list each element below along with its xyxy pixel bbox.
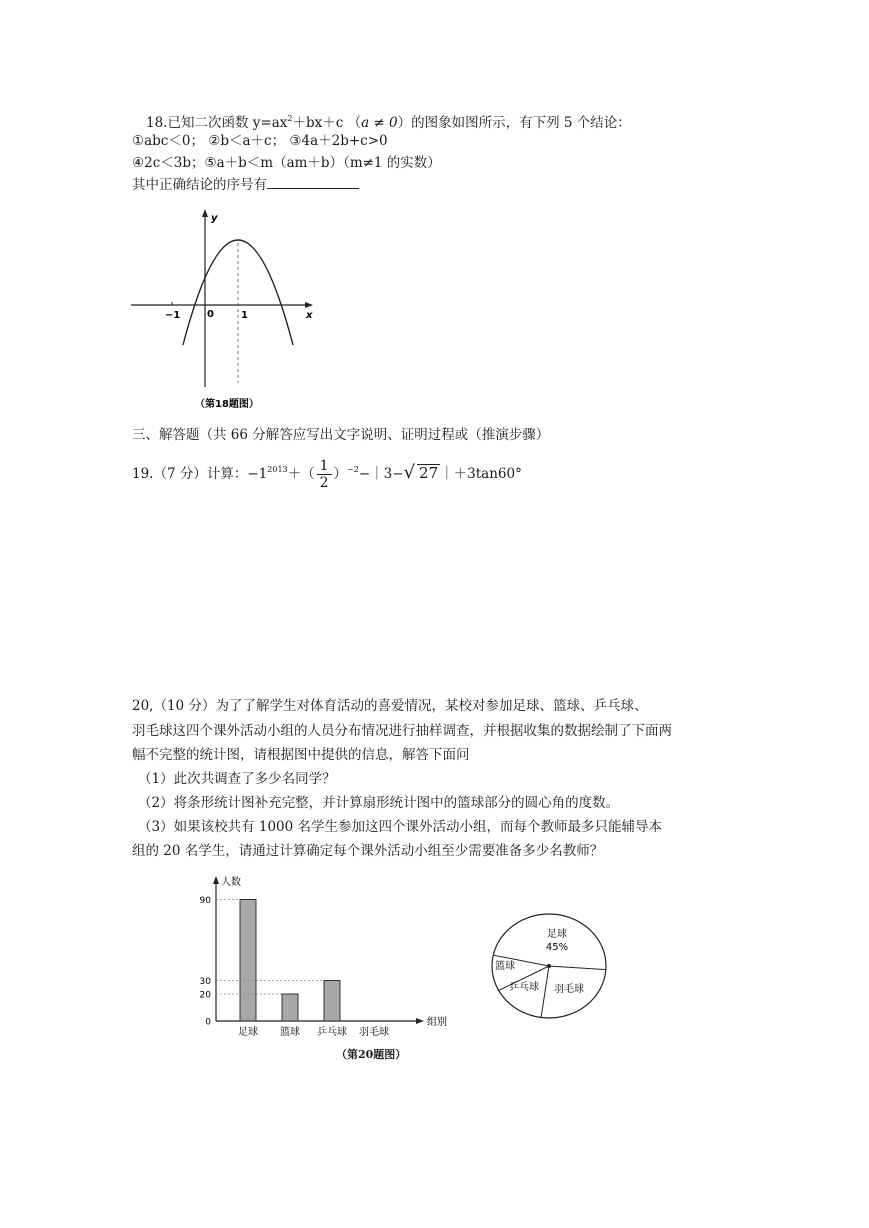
section-heading: 三、解答题（共 66 分解答应写出文字说明、证明过程或（推演步骤） bbox=[132, 427, 550, 443]
fraction-one-half: $\frac{1}{2}$ bbox=[317, 458, 332, 491]
q18-parabola-figure bbox=[125, 205, 325, 415]
q19-expression: 19.（7 分）计算：$-1^{2013}+$（ $\frac{1}{2}$ ）$^{-2}$−｜3−√ 27 ｜＋3tan60° bbox=[132, 458, 522, 491]
bar-category-label: 足球 bbox=[238, 1027, 258, 1038]
bar-y-tick-label: 0 bbox=[205, 1017, 211, 1028]
answer-blank[interactable] bbox=[267, 176, 359, 189]
q20-sub3-cont: 组的 20 名学生，请通过计算确定每个课外活动小组至少需要准备多少名教师？ bbox=[132, 843, 604, 859]
x-axis-arrow bbox=[305, 302, 313, 308]
bar-x-axis-label: 组别 bbox=[427, 1017, 447, 1028]
pie-slice-label: 羽毛球 bbox=[554, 984, 584, 995]
q20-figure-caption: （第20题图） bbox=[336, 1048, 407, 1061]
bar-category-label: 乒乓球 bbox=[317, 1027, 347, 1038]
q20-sub1: （1）此次共调查了多少名同学？ bbox=[138, 771, 336, 787]
tick-label-0: 0 bbox=[207, 309, 214, 320]
bar-y-tick-label: 30 bbox=[199, 977, 211, 987]
bar-y-tick-label: 20 bbox=[199, 990, 211, 1001]
tick-label-minus1: −1 bbox=[165, 310, 181, 321]
pie-chart bbox=[488, 912, 612, 1022]
q20-line2: 羽毛球这四个课外活动小组的人员分布情况进行抽样调查，并根据收集的数据绘制了下面两 bbox=[132, 723, 672, 739]
bar-category-label: 篮球 bbox=[280, 1027, 300, 1038]
q18-conclusions-line1: ①abc＜0； ②b＜a＋c； ③4a＋2b+c>0 bbox=[132, 133, 388, 149]
q20-line3: 幅不完整的统计图，请根据图中提供的信息，解答下面问 bbox=[132, 747, 470, 763]
bar-足球 bbox=[240, 900, 256, 1022]
tick-label-1: 1 bbox=[241, 310, 248, 321]
bar-y-axis-label: 人数 bbox=[221, 877, 241, 888]
q18-conclusions-line2: ④2c＜3b；⑤a＋b＜m（am＋b）（m≠1 的实数） bbox=[132, 155, 441, 171]
y-axis-arrow bbox=[202, 209, 208, 217]
bar-篮球 bbox=[282, 994, 298, 1021]
pie-center bbox=[547, 964, 551, 968]
bar-x-axis-arrow bbox=[416, 1018, 424, 1024]
q20-sub3: （3）如果该校共有 1000 名学生参加这四个课外活动小组，而每个教师最多只能辅导本 bbox=[138, 819, 663, 835]
pie-percent-label: 45% bbox=[545, 942, 569, 953]
q18-stem: 18.已知二次函数 $y=ax^2+bx+c$ （a ≠ 0）的图象如图所示，有下列 5 个结论： bbox=[146, 114, 631, 131]
y-axis-label: y bbox=[211, 213, 218, 224]
figure-caption: （第18题图） bbox=[195, 399, 259, 410]
q18-question: 其中正确结论的序号有 bbox=[132, 176, 359, 194]
bar-乒乓球 bbox=[324, 981, 340, 1022]
pie-slice-label: 足球 bbox=[547, 929, 567, 940]
bar-y-axis-arrow bbox=[213, 876, 219, 884]
bar-category-label: 羽毛球 bbox=[359, 1027, 389, 1038]
bar-y-tick-label: 90 bbox=[199, 896, 211, 906]
q20-sub2: （2）将条形统计图补充完整，并计算扇形统计图中的篮球部分的圆心角的度数。 bbox=[138, 795, 620, 811]
q20-line1: 20,（10 分）为了了解学生对体育活动的喜爱情况，某校对参加足球、篮球、乒乓球、 bbox=[132, 698, 648, 714]
bar-chart bbox=[190, 872, 460, 1038]
pie-slice-label: 乒乓球 bbox=[509, 982, 539, 993]
radical-sign: √ bbox=[403, 462, 416, 483]
pie-slice-label: 篮球 bbox=[495, 961, 515, 972]
x-axis-label: x bbox=[306, 310, 313, 321]
